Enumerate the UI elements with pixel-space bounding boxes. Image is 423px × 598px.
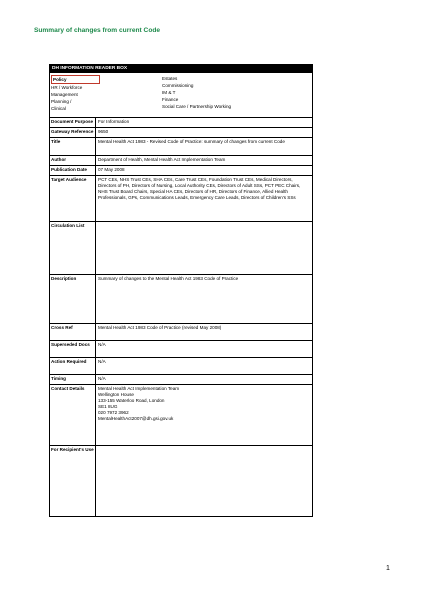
category-planning: Planning / (51, 99, 72, 104)
row-value: N/A (98, 359, 106, 364)
row-value: Summary of changes to the Mental Health Act 1983 Code of Practice (98, 276, 239, 281)
row-value: PCT CEs, NHS Trust CEs, SHA CEs, Care Trust CEs, Foundation Trust CEs, Medical Directors, Directors of PH, Directors of Nursing, Local Authority CEs, Directors of Adult SSs, PCT PEC Chairs, NHS Trust Board Chairs, Special HA CEs, Directors of HR, Directors of Finance, Allied Health Professionals, GPs, Communications Leads, Emergency Care Leads, Directors of Children's SSs (98, 177, 301, 200)
categories-right (162, 75, 302, 110)
category-hr: HR / Workforce (51, 85, 83, 90)
row-label: Description (50, 275, 96, 323)
contact-street: 133-155 Waterloo Road, London (98, 398, 165, 403)
row-value: Department of Health, Mental Health Act Implementation Team (98, 157, 226, 162)
row-purpose (50, 118, 312, 128)
row-value: N/A (98, 342, 106, 347)
row-label: Document Purpose (50, 118, 96, 127)
category-estates: Estates (162, 76, 178, 81)
row-superseded-docs (50, 341, 312, 358)
row-label: For Recipient's Use (50, 446, 96, 516)
row-timing (50, 375, 312, 385)
row-label: Circulation List (50, 222, 96, 274)
document-title: Summary of changes from current Code (34, 27, 161, 34)
row-circulation-list (50, 222, 312, 275)
contact-team: Mental Health Act Implementation Team (98, 386, 180, 391)
row-label: Publication Date (50, 166, 96, 175)
categories (50, 73, 312, 118)
row-contact-details (50, 385, 312, 446)
row-label: Action Required (50, 358, 96, 374)
contact-phone: 020 7972 3962 (98, 410, 129, 415)
row-title (50, 138, 312, 156)
row-value: For Information (98, 119, 130, 124)
contact-postcode: SE1 8UG (98, 404, 118, 409)
category-social-care: Social Care / Partnership Working (162, 104, 232, 109)
category-management: Management (51, 92, 78, 97)
row-label: Cross Ref (50, 324, 96, 340)
category-finance: Finance (162, 97, 179, 102)
row-label: Superseded Docs (50, 341, 96, 357)
row-value (96, 446, 312, 516)
row-label: Target Audience (50, 176, 96, 221)
box-title: DH INFORMATION READER BOX (50, 65, 312, 73)
category-policy: Policy (51, 75, 100, 84)
row-value: N/A (98, 376, 106, 381)
row-label: Timing (50, 375, 96, 384)
row-gateway (50, 128, 312, 138)
row-value: Mental Health Act 1983 - Revised Code of Practice: summary of changes from current Code (98, 139, 285, 144)
row-label: Contact Details (50, 385, 96, 445)
row-action-required (50, 358, 312, 375)
row-cross-ref (50, 324, 312, 341)
contact-building: Wellington House (98, 392, 134, 397)
row-label: Gateway Reference (50, 128, 96, 137)
contact-lines (96, 385, 312, 445)
categories-left (51, 75, 115, 112)
row-description (50, 275, 312, 324)
category-commissioning: Commissioning (162, 83, 194, 88)
row-value: 07 May 2008 (98, 167, 125, 172)
row-value (96, 222, 312, 274)
category-clinical: Clinical (51, 106, 66, 111)
row-label: Title (50, 138, 96, 155)
row-target-audience (50, 176, 312, 222)
contact-email: MentalHealthAct2007@dh.gsi.gov.uk (98, 416, 174, 421)
row-recipient-use (50, 446, 312, 516)
row-value: 9650 (98, 129, 109, 134)
row-label: Author (50, 156, 96, 165)
row-publication-date (50, 166, 312, 176)
row-value: Mental Health Act 1983 Code of Practice (revised May 2008) (98, 325, 222, 330)
reader-box (49, 64, 313, 517)
category-imt: IM & T (162, 90, 176, 95)
page-number: 1 (386, 565, 390, 572)
row-author (50, 156, 312, 166)
